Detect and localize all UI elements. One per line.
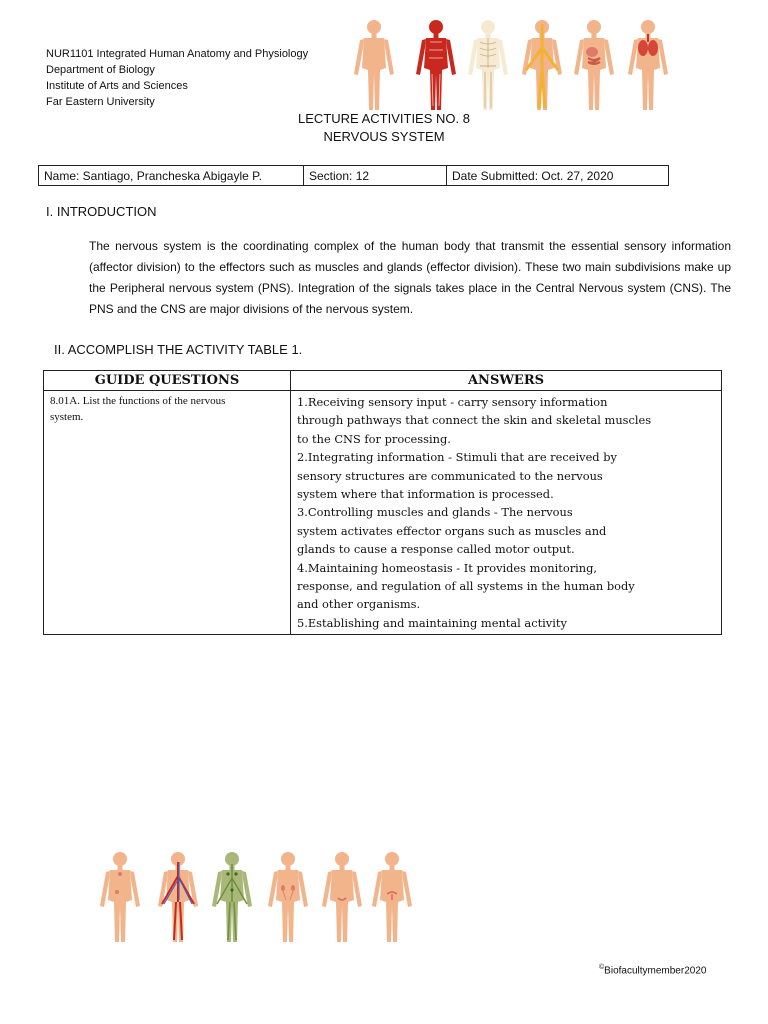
human-figure-urinary [268, 852, 308, 942]
human-figure-muscular [416, 20, 456, 110]
answer-line: through pathways that connect the skin and skeletal muscles [297, 413, 652, 428]
copyright-mark: © [599, 964, 605, 971]
date-submitted: Date Submitted: Oct. 27, 2020 [447, 166, 669, 186]
human-figure-skin [354, 20, 394, 110]
document-title [0, 110, 768, 146]
lecture-title: LECTURE ACTIVITIES NO. 8 [298, 111, 470, 126]
answer-line: to the CNS for processing. [297, 431, 451, 446]
institute-name: Institute of Arts and Sciences [46, 80, 188, 92]
questions-column-header: GUIDE QUESTIONS [44, 371, 291, 391]
question-line: 8.01A. List the functions of the nervous [50, 395, 226, 407]
answer-line: 1.Receiving sensory input - carry sensory information [297, 395, 608, 409]
copyright-notice [599, 964, 706, 976]
human-figure-endocrine [100, 852, 140, 942]
question-line: system. [50, 411, 84, 423]
answer-cell [291, 391, 722, 635]
student-section: Section: 12 [304, 166, 447, 186]
human-figure-nervous [522, 20, 562, 110]
introduction-heading: I. INTRODUCTION [46, 204, 157, 219]
answer-line: glands to cause a response called motor output. [297, 542, 575, 557]
anatomy-figures-top [352, 14, 692, 114]
human-figure-digestive [574, 20, 614, 110]
answer-line: 4.Maintaining homeostasis - It provides monitoring, [297, 560, 598, 575]
human-figure-respiratory [628, 20, 668, 110]
question-cell [44, 391, 291, 635]
answer-line: response, and regulation of all systems in the human body [297, 579, 635, 594]
human-figure-reproductive-female [372, 852, 412, 942]
human-figure-lymphatic [212, 852, 252, 942]
student-info-table [38, 165, 669, 186]
answer-line: and other organisms. [297, 597, 421, 612]
university-name: Far Eastern University [46, 96, 155, 108]
course-header [46, 46, 308, 110]
introduction-paragraph: The nervous system is the coordinating complex of the human body that transmit the essential sensory information (affector division) to the effectors such as muscles and glands (effector division). These two main subdivisions make up the Peripheral nervous system (PNS). Integration of the signals takes place in the Central Nervous system (CNS). The PNS and the CNS are major divisions of the nervous system. [89, 239, 731, 316]
answer-line: sensory structures are communicated to the nervous [297, 468, 603, 483]
answers-column-header: ANSWERS [291, 371, 722, 391]
department-name: Department of Biology [46, 64, 155, 76]
answer-line: system activates effector organs such as muscles and [297, 523, 607, 538]
answer-line: 3.Controlling muscles and glands - The nervous [297, 505, 573, 520]
topic-title: NERVOUS SYSTEM [323, 129, 445, 144]
human-figure-cardiovascular [158, 852, 198, 942]
copyright-text: Biofacultymember2020 [604, 965, 707, 977]
course-title: NUR1101 Integrated Human Anatomy and Physiology [46, 48, 309, 60]
activity-table [43, 370, 722, 635]
activity-heading: II. ACCOMPLISH THE ACTIVITY TABLE 1. [54, 342, 303, 357]
human-figure-skeletal [468, 20, 508, 110]
student-name: Name: Santiago, Prancheska Abigayle P. [39, 166, 304, 186]
answer-line: 2.Integrating information - Stimuli that are received by [297, 450, 617, 465]
answer-line: system where that information is processed. [297, 487, 554, 502]
anatomy-figures-bottom [92, 848, 422, 944]
human-figure-reproductive-male [322, 852, 362, 942]
answer-line: 5.Establishing and maintaining mental activity [297, 615, 567, 630]
